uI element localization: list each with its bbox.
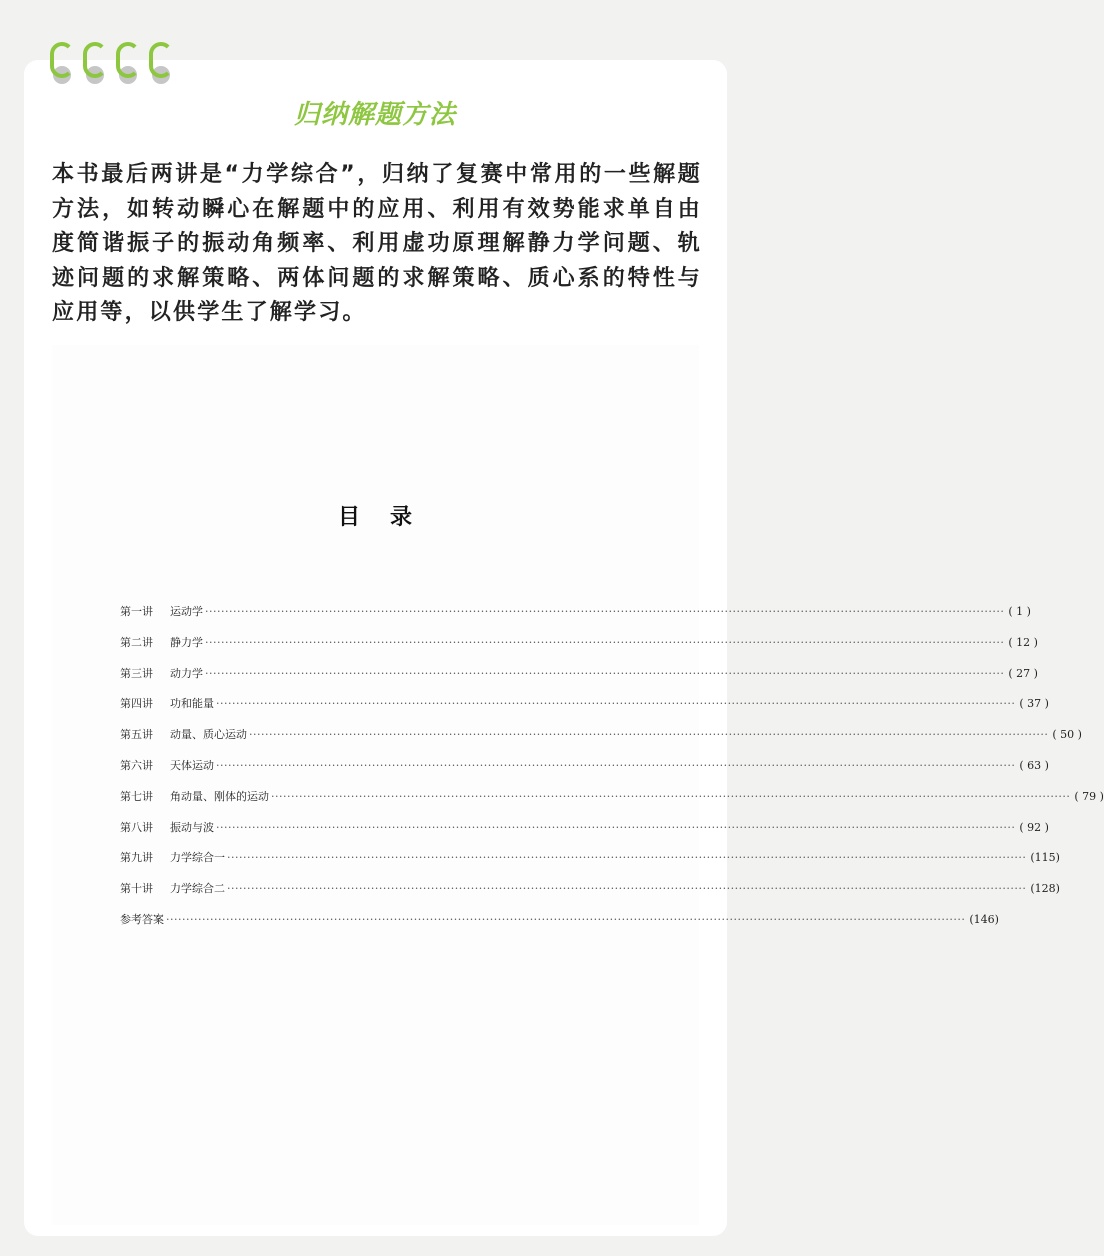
toc-entry-title: 天体运动 [170,758,214,772]
toc-entry [120,634,1038,665]
toc-leader-dots: ········································································································································································································ [166,912,966,926]
toc-entry-number: 第九讲 [120,851,153,865]
toc-entry-title: 力学综合二 [170,882,225,896]
toc-entry [120,603,1031,634]
toc-leader-dots: ········································································································································································································ [227,882,1027,896]
toc-entry-number: 第三讲 [120,666,153,680]
toc-leader-dots: ········································································································································································································ [205,605,1005,618]
toc-entry [120,880,1060,911]
toc-entry-number: 第六讲 [120,758,153,772]
toc-entry-title: 运动学 [170,605,203,618]
toc-entry [120,665,1038,696]
toc-entry-page: ( 92 ) [1019,820,1049,834]
toc-leader-dots: ········································································································································································································ [227,851,1027,865]
toc-entry-title: 振动与波 [170,820,214,834]
toc-heading: 目录 [337,505,442,530]
toc-leader-dots: ········································································································································································································ [216,820,1016,834]
toc-leader-dots: ········································································································································································································ [249,728,1049,742]
ring-icon [149,42,171,86]
toc-entry-title: 角动量、刚体的运动 [170,789,269,803]
toc-entry-page: (128) [1030,882,1060,896]
toc-leader-dots: ········································································································································································································ [271,789,1071,803]
toc-entry-title: 动力学 [170,666,203,680]
toc-entry-page: ( 27 ) [1008,666,1038,680]
toc-entry-title: 静力学 [170,635,203,649]
toc-entry [120,757,1049,788]
binder-rings [50,42,180,86]
toc-entry-page: ( 37 ) [1019,697,1049,711]
toc-entry [120,726,1082,757]
toc-entry-title: 力学综合一 [170,851,225,865]
toc-entry-number: 第七讲 [120,789,153,803]
toc-entry-title: 参考答案 [120,912,164,926]
toc-entry-number: 第十讲 [120,882,153,896]
section-title: 归纳解题方法 [293,100,456,130]
toc-entry [120,788,1104,819]
toc-entry [120,695,1049,726]
toc-entry-page: ( 63 ) [1019,758,1049,772]
toc-entry [120,911,999,942]
toc-entry-title: 动量、质心运动 [170,728,247,742]
toc-entry-page: ( 79 ) [1074,789,1104,803]
ring-icon [50,42,72,86]
toc-entry-page: ( 1 ) [1008,605,1031,618]
toc-entry-page: (115) [1030,851,1060,865]
toc-leader-dots: ········································································································································································································ [216,697,1016,711]
toc-entry-page: ( 12 ) [1008,635,1038,649]
ring-icon [83,42,105,86]
intro-paragraph: 本书最后两讲是“力学综合”，归纳了复赛中常用的一些解题方法，如转动瞬心在解题中的应用、利用有效势能求单自由度简谐振子的振动角频率、利用虚功原理解静力学问题、轨迹问题的求解策略、两体问题的求解策略、质心系的特性与应用等，以供学生了解学习。 [52,162,702,325]
toc-leader-dots: ········································································································································································································ [205,635,1005,649]
toc-entry [120,819,1049,850]
toc-entry-number: 第五讲 [120,728,153,742]
toc-entry-number: 第四讲 [120,697,153,711]
toc-leader-dots: ········································································································································································································ [205,666,1005,680]
toc-entry-number: 第八讲 [120,820,153,834]
ring-icon [116,42,138,86]
toc-leader-dots: ········································································································································································································ [216,758,1016,772]
toc-entry-number: 第二讲 [120,635,153,649]
toc-entry-page: ( 50 ) [1052,728,1082,742]
toc-entry-number: 第一讲 [120,605,153,618]
toc-entry [120,849,1060,880]
toc-list [120,603,1104,942]
toc-entry-page: (146) [969,912,999,926]
toc-entry-title: 功和能量 [170,697,214,711]
